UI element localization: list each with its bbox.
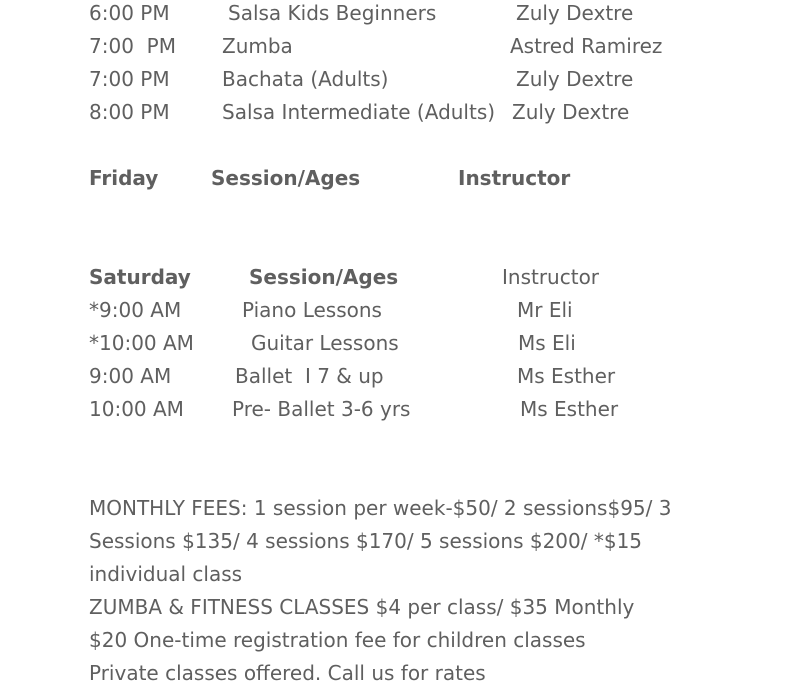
row-instructor: Astred Ramirez <box>510 34 663 58</box>
row-session: Guitar Lessons <box>251 331 399 355</box>
row-session: Pre- Ballet 3-6 yrs <box>232 397 411 421</box>
row-time: *10:00 AM <box>89 331 194 355</box>
row-instructor: Ms Esther <box>520 397 619 421</box>
row-time: 9:00 AM <box>89 364 172 388</box>
row-time: 7:00 PM <box>89 34 176 58</box>
row-session: Piano Lessons <box>242 298 382 322</box>
session-heading: Session/Ages <box>211 166 361 190</box>
row-instructor: Zuly Dextre <box>516 1 634 25</box>
zumba-fees-text: ZUMBA & FITNESS CLASSES $4 per class/ $35 Monthly <box>89 595 635 619</box>
row-instructor: Ms Eli <box>518 331 576 355</box>
row-session: Salsa Kids Beginners <box>228 1 437 25</box>
row-instructor: Mr Eli <box>517 298 573 322</box>
row-session: Ballet I 7 & up <box>235 364 384 388</box>
row-time: 8:00 PM <box>89 100 170 124</box>
row-time: 7:00 PM <box>89 67 170 91</box>
monthly-fees-text: MONTHLY FEES: 1 session per week-$50/ 2 sessions$95/ 3 Sessions $135/ 4 sessions $170/ 5 sessions $200/ *$15 individual class <box>89 496 672 586</box>
row-instructor: Zuly Dextre <box>516 67 634 91</box>
row-session: Salsa Intermediate (Adults) <box>222 100 496 124</box>
row-session: Zumba <box>222 34 293 58</box>
row-instructor: Zuly Dextre <box>512 100 630 124</box>
day-heading: Friday <box>89 166 159 190</box>
row-instructor: Ms Esther <box>517 364 616 388</box>
row-session: Bachata (Adults) <box>222 67 389 91</box>
row-time: 6:00 PM <box>89 1 170 25</box>
row-time: 10:00 AM <box>89 397 184 421</box>
registration-fee-text: $20 One-time registration fee for children classes <box>89 628 586 652</box>
row-time: *9:00 AM <box>89 298 182 322</box>
private-classes-text: Private classes offered. Call us for rates <box>89 661 486 685</box>
instructor-heading: Instructor <box>502 265 600 289</box>
session-heading: Session/Ages <box>249 265 399 289</box>
day-heading: Saturday <box>89 265 191 289</box>
instructor-heading: Instructor <box>458 166 571 190</box>
